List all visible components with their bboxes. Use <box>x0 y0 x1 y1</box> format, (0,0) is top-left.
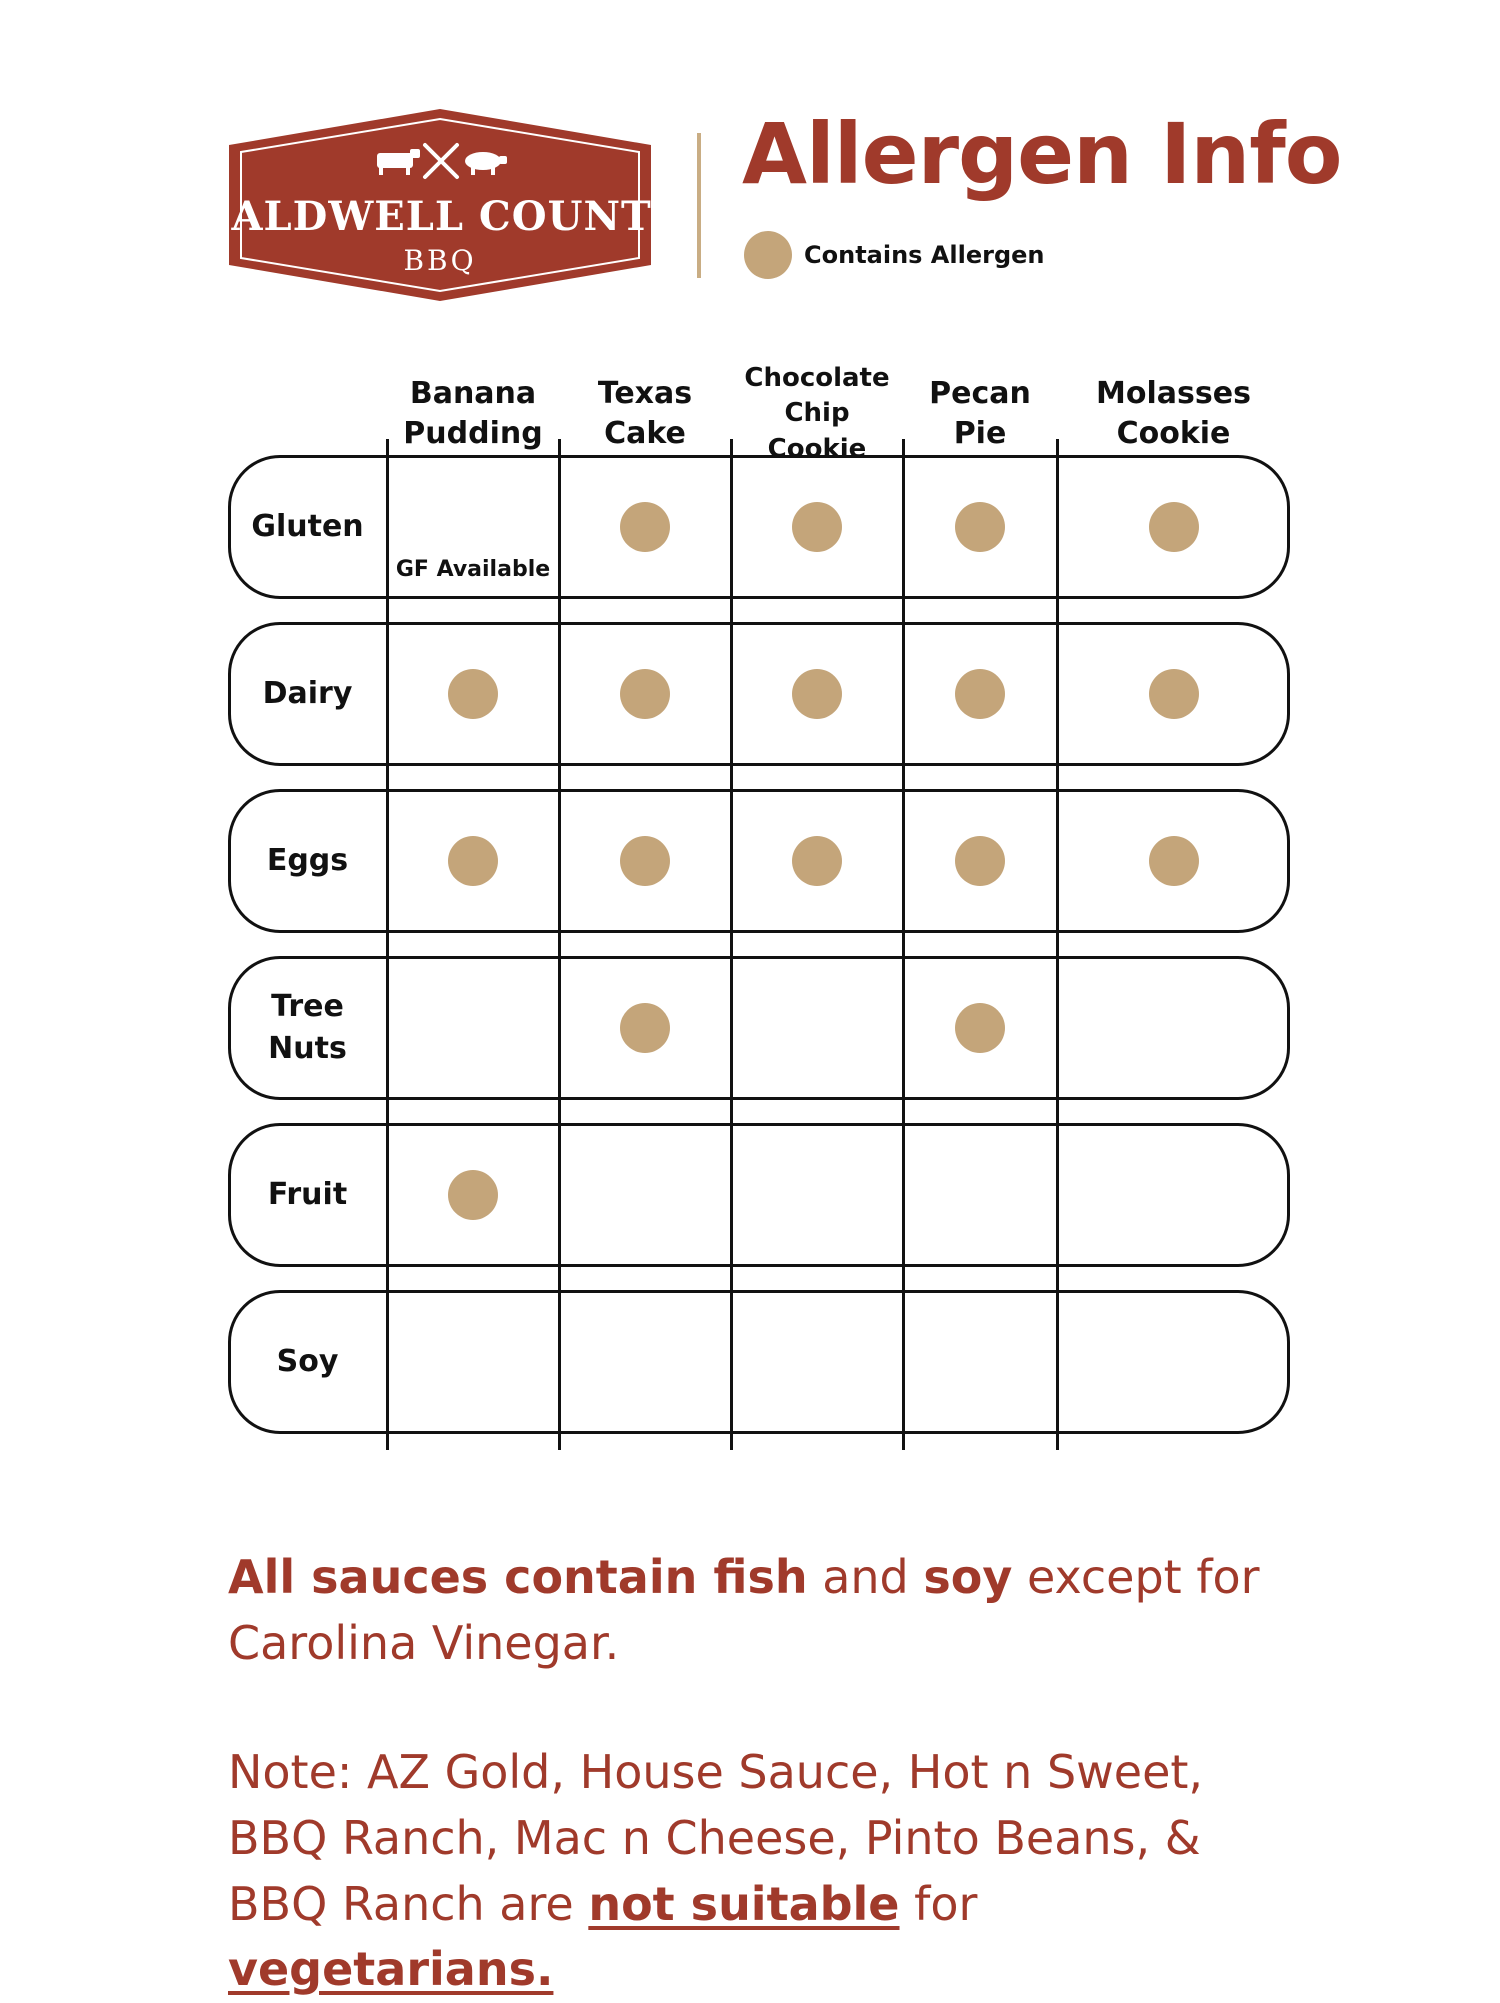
vegetarian-note-not-suitable: not suitable <box>588 1876 900 1931</box>
legend-allergen-dot-icon <box>744 231 792 279</box>
column-header-banana-pudding <box>387 368 559 460</box>
column-header-line: Chocolate <box>744 363 890 394</box>
legend <box>744 230 1045 280</box>
allergen-dot-icon <box>792 836 842 886</box>
allergen-cell <box>1057 1290 1290 1434</box>
gluten-free-available-note: GF Available <box>395 557 551 582</box>
row-label-line: Fruit <box>267 1177 348 1212</box>
column-header-line: Pie <box>953 416 1007 451</box>
row-label-line: Dairy <box>262 676 353 711</box>
allergen-dot-icon <box>955 1003 1005 1053</box>
allergen-dot-icon <box>620 669 670 719</box>
allergen-dot-icon <box>955 836 1005 886</box>
row-label <box>228 789 387 933</box>
row-label-line: Nuts <box>268 1031 347 1066</box>
allergen-dot-icon <box>620 836 670 886</box>
allergen-cell <box>903 1290 1057 1434</box>
vegetarian-note-vegetarians: vegetarians. <box>228 1942 554 1997</box>
allergen-cell <box>731 1290 903 1434</box>
allergen-dot-icon <box>955 669 1005 719</box>
allergen-cell <box>903 789 1057 933</box>
allergen-cell <box>731 956 903 1100</box>
header-divider <box>697 133 701 278</box>
allergen-cell <box>559 956 731 1100</box>
allergen-cell <box>731 455 903 599</box>
allergen-cell <box>1057 455 1290 599</box>
row-label-line: Eggs <box>266 843 349 878</box>
column-header-line: Cookie <box>1116 416 1231 451</box>
allergen-dot-icon <box>448 669 498 719</box>
allergen-dot-icon <box>955 502 1005 552</box>
row-label <box>228 1123 387 1267</box>
allergen-dot-icon <box>1149 502 1199 552</box>
column-header-line: Banana <box>409 375 537 411</box>
column-header-line: Cake <box>604 416 686 451</box>
allergen-dot-icon <box>448 1170 498 1220</box>
vegetarian-note-text-1: Note: AZ Gold, House Sauce, Hot n Sweet, BBQ Ranch, Mac n Cheese, Pinto Beans, & BBQ Ranch are <box>228 1745 1204 1931</box>
allergen-cell <box>903 622 1057 766</box>
allergen-cell <box>903 956 1057 1100</box>
row-label <box>228 956 387 1100</box>
sauces-note-bold-2: soy <box>923 1550 1013 1604</box>
allergen-cell <box>387 1123 559 1267</box>
row-label-text <box>267 840 348 882</box>
logo-brand-sub: BBQ <box>403 244 477 277</box>
allergen-cell <box>731 622 903 766</box>
logo-brand-name: CALDWELL COUNTY <box>198 193 682 240</box>
allergen-cell <box>731 789 903 933</box>
row-label-text <box>277 1341 339 1383</box>
sauces-note-text-1: and <box>807 1550 924 1604</box>
row-label <box>228 455 387 599</box>
allergen-cell <box>559 1290 731 1434</box>
row-label-text <box>263 673 353 715</box>
legend-label: Contains Allergen <box>804 241 1045 269</box>
allergen-cell <box>1057 622 1290 766</box>
vegetarian-note-text-2: for <box>899 1876 978 1931</box>
sauces-note-bold-1: All sauces contain fish <box>228 1550 808 1604</box>
page-title: Allergen Info <box>742 105 1342 203</box>
allergen-dot-icon <box>620 1003 670 1053</box>
allergen-cell <box>559 1123 731 1267</box>
row-label-text <box>268 1174 347 1216</box>
allergen-cell <box>1057 956 1290 1100</box>
row-label <box>228 1290 387 1434</box>
column-header-line: Molasses <box>1096 375 1251 411</box>
allergen-cell <box>559 789 731 933</box>
column-header-chocolate-chip-cookie <box>731 363 903 464</box>
allergen-cell <box>387 622 559 766</box>
allergen-dot-icon <box>620 502 670 552</box>
row-label-text <box>268 986 347 1070</box>
allergen-dot-icon <box>448 836 498 886</box>
row-label-line: Tree <box>271 989 344 1024</box>
allergen-dot-icon <box>1149 669 1199 719</box>
allergen-cell <box>387 1290 559 1434</box>
column-header-line: Pudding <box>403 416 543 451</box>
row-label <box>228 622 387 766</box>
column-header-molasses-cookie <box>1057 368 1290 460</box>
allergen-cell <box>559 455 731 599</box>
allergen-cell <box>903 1123 1057 1267</box>
allergen-dot-icon <box>792 502 842 552</box>
row-label-text <box>251 506 363 548</box>
column-header-pecan-pie <box>903 368 1057 460</box>
sauces-note <box>228 1545 1308 1677</box>
vegetarian-note <box>228 1740 1308 2003</box>
allergen-cell <box>1057 789 1290 933</box>
allergen-dot-icon <box>792 669 842 719</box>
allergen-cell <box>387 956 559 1100</box>
column-header-line: Pecan <box>929 375 1031 411</box>
allergen-cell <box>903 455 1057 599</box>
row-label-line: Soy <box>276 1344 339 1379</box>
allergen-cell <box>559 622 731 766</box>
caldwell-county-bbq-logo <box>198 105 682 305</box>
allergen-dot-icon <box>1149 836 1199 886</box>
column-header-line: Texas <box>597 375 693 411</box>
column-header-texas-cake <box>559 368 731 460</box>
allergen-cell <box>387 789 559 933</box>
column-header-line: Chip Cookie <box>767 398 867 464</box>
allergen-cell <box>731 1123 903 1267</box>
allergen-cell <box>1057 1123 1290 1267</box>
row-label-line: Gluten <box>251 509 364 544</box>
sauces-note-text-2: except for Carolina Vinegar. <box>228 1550 1260 1670</box>
